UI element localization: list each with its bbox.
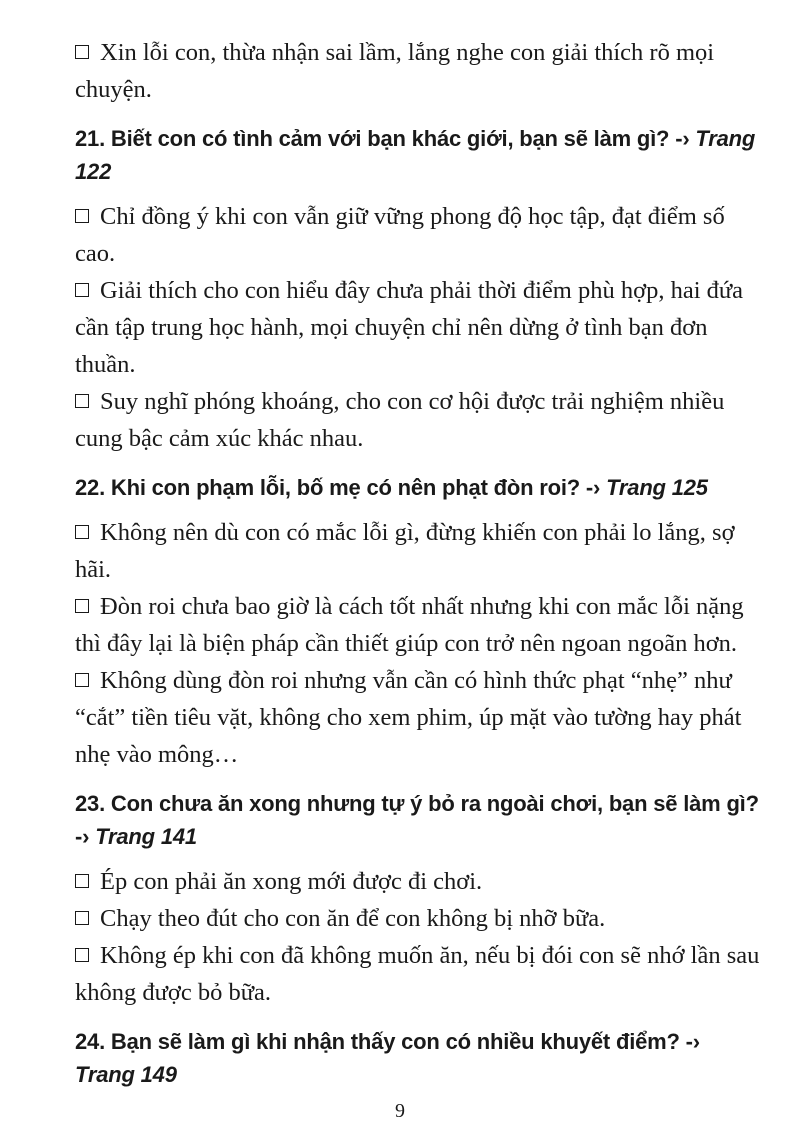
checkbox-icon[interactable] bbox=[75, 525, 89, 539]
question-22 bbox=[75, 471, 765, 504]
page-number: 9 bbox=[395, 1100, 405, 1122]
checkbox-icon[interactable] bbox=[75, 673, 89, 687]
option-22-2 bbox=[75, 588, 765, 662]
checkbox-icon[interactable] bbox=[75, 599, 89, 613]
checkbox-icon[interactable] bbox=[75, 283, 89, 297]
question-23 bbox=[75, 787, 765, 853]
question-text: 24. Bạn sẽ làm gì khi nhận thấy con có nhiều khuyết điểm? -› bbox=[75, 1029, 700, 1054]
checkbox-icon[interactable] bbox=[75, 948, 89, 962]
option-text: Chạy theo đút cho con ăn để con không bị nhỡ bữa. bbox=[100, 905, 606, 932]
option-21-2 bbox=[75, 272, 765, 383]
page-reference: Trang 141 bbox=[95, 824, 197, 849]
option-21-1 bbox=[75, 198, 765, 272]
question-24 bbox=[75, 1025, 765, 1091]
option-23-1 bbox=[75, 863, 765, 900]
option-0-0 bbox=[75, 34, 765, 108]
page-content bbox=[75, 34, 765, 1101]
checkbox-icon[interactable] bbox=[75, 874, 89, 888]
option-22-1 bbox=[75, 514, 765, 588]
page-reference: Trang 125 bbox=[606, 475, 708, 500]
checkbox-icon[interactable] bbox=[75, 911, 89, 925]
question-text: 22. Khi con phạm lỗi, bố mẹ có nên phạt đòn roi? -› bbox=[75, 475, 601, 500]
option-text: Không ép khi con đã không muốn ăn, nếu bị đói con sẽ nhớ lần sau không được bỏ bữa. bbox=[75, 942, 760, 1006]
option-text: Giải thích cho con hiểu đây chưa phải thời điểm phù hợp, hai đứa cần tập trung học hành, mọi chuyện chỉ nên dừng ở tình bạn đơn thuần. bbox=[75, 277, 744, 378]
option-text: Xin lỗi con, thừa nhận sai lầm, lắng nghe con giải thích rõ mọi chuyện. bbox=[75, 39, 715, 103]
option-22-3 bbox=[75, 662, 765, 773]
option-text: Suy nghĩ phóng khoáng, cho con cơ hội được trải nghiệm nhiều cung bậc cảm xúc khác nhau. bbox=[75, 388, 725, 452]
option-text: Không dùng đòn roi nhưng vẫn cần có hình thức phạt “nhẹ” như “cắt” tiền tiêu vặt, không cho xem phim, úp mặt vào tường hay phát nhẹ vào mông… bbox=[75, 667, 742, 768]
option-23-2 bbox=[75, 900, 765, 937]
option-text: Chỉ đồng ý khi con vẫn giữ vững phong độ học tập, đạt điểm số cao. bbox=[75, 203, 725, 267]
page-reference: Trang 122 bbox=[75, 126, 756, 184]
option-text: Không nên dù con có mắc lỗi gì, đừng khiến con phải lo lắng, sợ hãi. bbox=[75, 519, 735, 583]
checkbox-icon[interactable] bbox=[75, 45, 89, 59]
option-21-3 bbox=[75, 383, 765, 457]
option-text: Ép con phải ăn xong mới được đi chơi. bbox=[100, 868, 483, 895]
option-23-3 bbox=[75, 937, 765, 1011]
question-21 bbox=[75, 122, 765, 188]
question-text: 21. Biết con có tình cảm với bạn khác giới, bạn sẽ làm gì? -› bbox=[75, 126, 690, 151]
checkbox-icon[interactable] bbox=[75, 394, 89, 408]
option-text: Đòn roi chưa bao giờ là cách tốt nhất nhưng khi con mắc lỗi nặng thì đây lại là biện pháp cần thiết giúp con trở nên ngoan ngoãn hơn. bbox=[75, 593, 744, 657]
page-reference: Trang 149 bbox=[75, 1062, 177, 1087]
checkbox-icon[interactable] bbox=[75, 209, 89, 223]
question-text: 23. Con chưa ăn xong nhưng tự ý bỏ ra ngoài chơi, bạn sẽ làm gì? -› bbox=[75, 791, 759, 849]
